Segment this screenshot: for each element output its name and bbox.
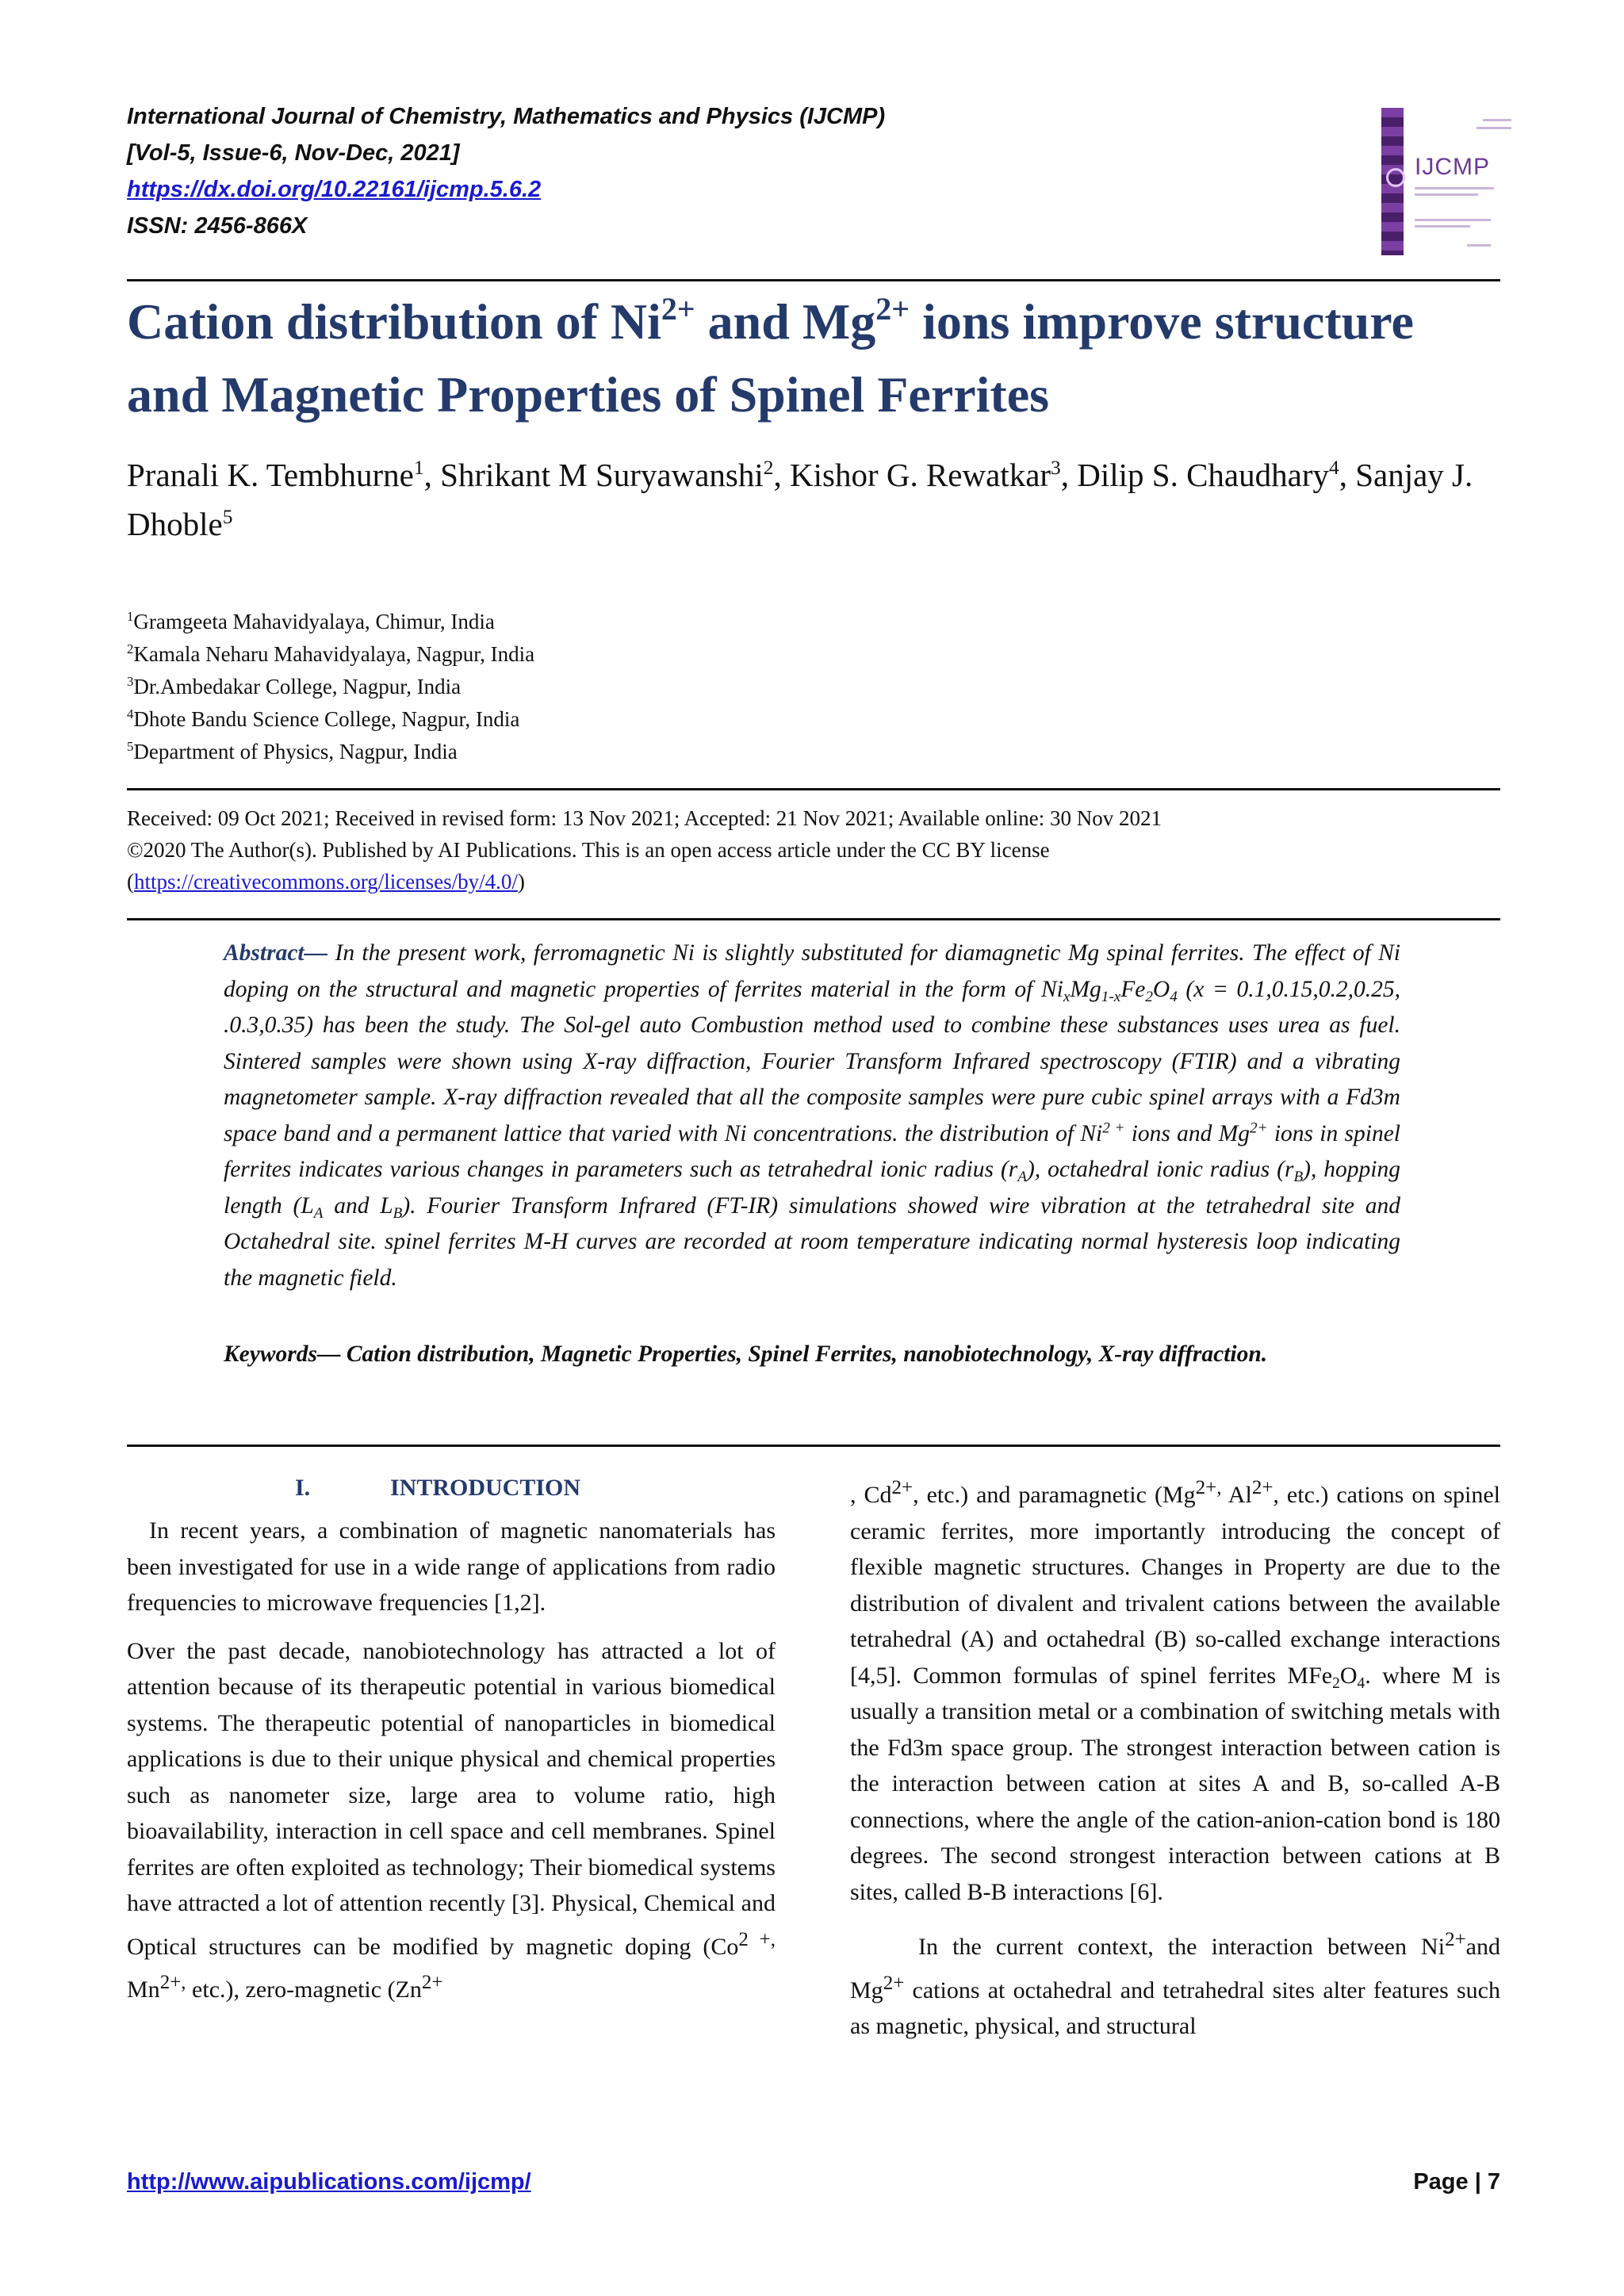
affiliation: $^3$Dr.Ambedakar College, Nagpur, India [127, 673, 462, 698]
gear-icon [1386, 168, 1405, 187]
abstract-divider [127, 1445, 1500, 1447]
author-name: Sanjay J. Dhoble [127, 457, 1473, 542]
abstract: Abstract— In the present work, ferromagnetic Ni is slightly substituted for diamagnetic Mg spinal ferrites. The effect of Ni doping on the structural and magnetic properties of ferrites material in the form of $Ni_xMg_{1-x}Fe_2O_4$ (x = 0.1,0.15,0.2,0.25, .0.3,0.35) has been the study. The Sol-gel auto Combustion method used to combine these substances uses urea as fuel. Sintered samples were shown using X-ray diffraction, Fourier Transform Infrared spectroscopy (FTIR) and a vibrating magnetometer sample. X-ray diffraction revealed that all the composite samples were pure cubic spinel arrays with a Fd3m space band and a permanent lattice that varied with Ni concentrations. the distribution of $Ni^{2 +}$ ions and $Mg^{2+}$ ions in spinel ferrites indicates various changes in parameters such as tetrahedral ionic radius $(r_A)$, octahedral ionic radius $(r_B)$, hopping length ($L_A$ and $L_B$). Fourier Transform Infrared (FT-IR) simulations showed wire vibration at the tetrahedral site and Octahedral site. spinel ferrites M-H curves are recorded at room temperature indicating normal hysteresis loop indicating the magnetic field. [224, 940, 1401, 1291]
right-column [850, 1470, 1500, 2057]
section-number: I. [295, 1475, 311, 1501]
keywords: Keywords— Cation distribution, Magnetic Properties, Spinel Ferrites, nanobiotechnology, X-ray diffraction. [224, 1341, 1268, 1367]
paragraph: , $Cd^{2+}$, etc.) and paramagnetic ($Mg^{2+,}$ $Al^{2+}$, etc.) cations on spinel ceramic ferrites, more importantly introducing the concept of flexible magnetic structures. Changes in Property are due to the distribution of divalent and trivalent cations between the available tetrahedral (A) and octahedral (B) so-called exchange interactions [4,5]. Common formulas of spinel ferrites $MFe_2O_4$. where M is usually a transition metal or a combination of switching metals with the Fd3m space group. The strongest interaction between cation is the interaction between cation at sites A and B, so-called A-B connections, where the angle of the cation-anion-cation bond is 180 degrees. The second strongest interaction between cations at B sites, called B-B interactions [6]. [850, 1477, 1500, 1905]
section-heading [127, 1470, 776, 1502]
author-name: Shrikant M Suryawanshi [440, 457, 764, 493]
author-name: Kishor G. Rewatkar [789, 457, 1051, 493]
doi-link[interactable]: https://dx.doi.org/10.22161/ijcmp.5.6.2 [127, 177, 542, 202]
paragraph: In the current context, the interaction between $Ni^{2+}and$ $Mg^{2+}$ cations at octahedral and tetrahedral sites alter features such as magnetic, physical, and structural [850, 1929, 1500, 2039]
logo-text: IJCMP [1415, 154, 1490, 180]
page-number: Page | 7 [1413, 2169, 1500, 2195]
affiliation: $^5$Department of Physics, Nagpur, India [127, 738, 458, 763]
left-column [127, 1470, 776, 2020]
affiliation: $^1$Gramgeeta Mahavidyalaya, Chimur, India [127, 608, 495, 633]
journal-header [127, 98, 1316, 244]
header-divider [127, 279, 1500, 281]
affiliation: $^2$Kamala Neharu Mahavidyalaya, Nagpur, India [127, 641, 535, 666]
paragraph: In recent years, a combination of magnetic nanomaterials has been investigated for use in a wide range of applications from radio frequencies to microwave frequencies [1,2]. [127, 1517, 776, 1616]
author-list: Pranali K. Tembhurne$^1$, Shrikant M Suryawanshi$^2$, Kishor G. Rewatkar$^3$, Dilip S. Chaudhary$^4$, Sanjay J. Dhoble$^5$ [127, 456, 1473, 542]
received-divider [127, 918, 1500, 920]
affiliation: $^4$Dhote Bandu Science College, Nagpur, India [127, 706, 520, 731]
received-dates: Received: 09 Oct 2021; Received in revised form: 13 Nov 2021; Accepted: 21 Nov 2021; Available online: 30 Nov 2021 [127, 806, 1162, 830]
page-footer [127, 2169, 1500, 2195]
journal-name: International Journal of Chemistry, Mathematics and Physics (IJCMP) [127, 104, 886, 129]
paragraph: Over the past decade, nanobiotechnology has attracted a lot of attention because of its therapeutic potential in various biomedical systems. The therapeutic potential of nanoparticles in biomedical applications is due to their unique physical and chemical properties such as nanometer size, large area to volume ratio, high bioavailability, interaction in cell space and cell membranes. Spinel ferrites are often exploited as technology; Their biomedical systems have attracted a lot of attention recently [3]. Physical, Chemical and Optical structures can be modified by magnetic doping ($Co^{2 +,}$ $Mn^{2+,}$ etc.), zero-magnetic ($Zn^{2+}$ [127, 1637, 776, 2003]
journal-issn: ISSN: 2456-866X [127, 213, 308, 239]
section-title: INTRODUCTION [390, 1475, 581, 1501]
abstract-label: Abstract— [224, 940, 328, 966]
paper-title: Cation distribution of $Ni^{2+}$ and $Mg^{2+}$ ions improve structure and Magnetic Properties of Spinel Ferrites [127, 291, 1414, 423]
affiliation-list [127, 606, 1078, 768]
copyright-text: ©2020 The Author(s). Published by AI Publications. This is an open access article under the CC BY license [127, 838, 1050, 862]
footer-url-link[interactable]: http://www.aipublications.com/ijcmp/ [127, 2169, 531, 2195]
received-info: Received: 09 Oct 2021; Received in revised form: 13 Nov 2021; Accepted: 21 Nov 2021; Available online: 30 Nov 2021 ©2020 The Author(s). Published by AI Publications. This is an open access article under the CC BY license (https://creativecommons.org/licenses/by/4.0/) [127, 802, 1507, 897]
journal-volume: [Vol-5, Issue-6, Nov-Dec, 2021] [127, 140, 460, 166]
license-link[interactable]: https://creativecommons.org/licenses/by/4.0/ [134, 870, 518, 894]
affiliation-divider [127, 788, 1500, 790]
author-name: Dilip S. Chaudhary [1077, 457, 1329, 493]
author-name: Pranali K. Tembhurne [127, 457, 414, 493]
journal-logo [1381, 108, 1500, 255]
